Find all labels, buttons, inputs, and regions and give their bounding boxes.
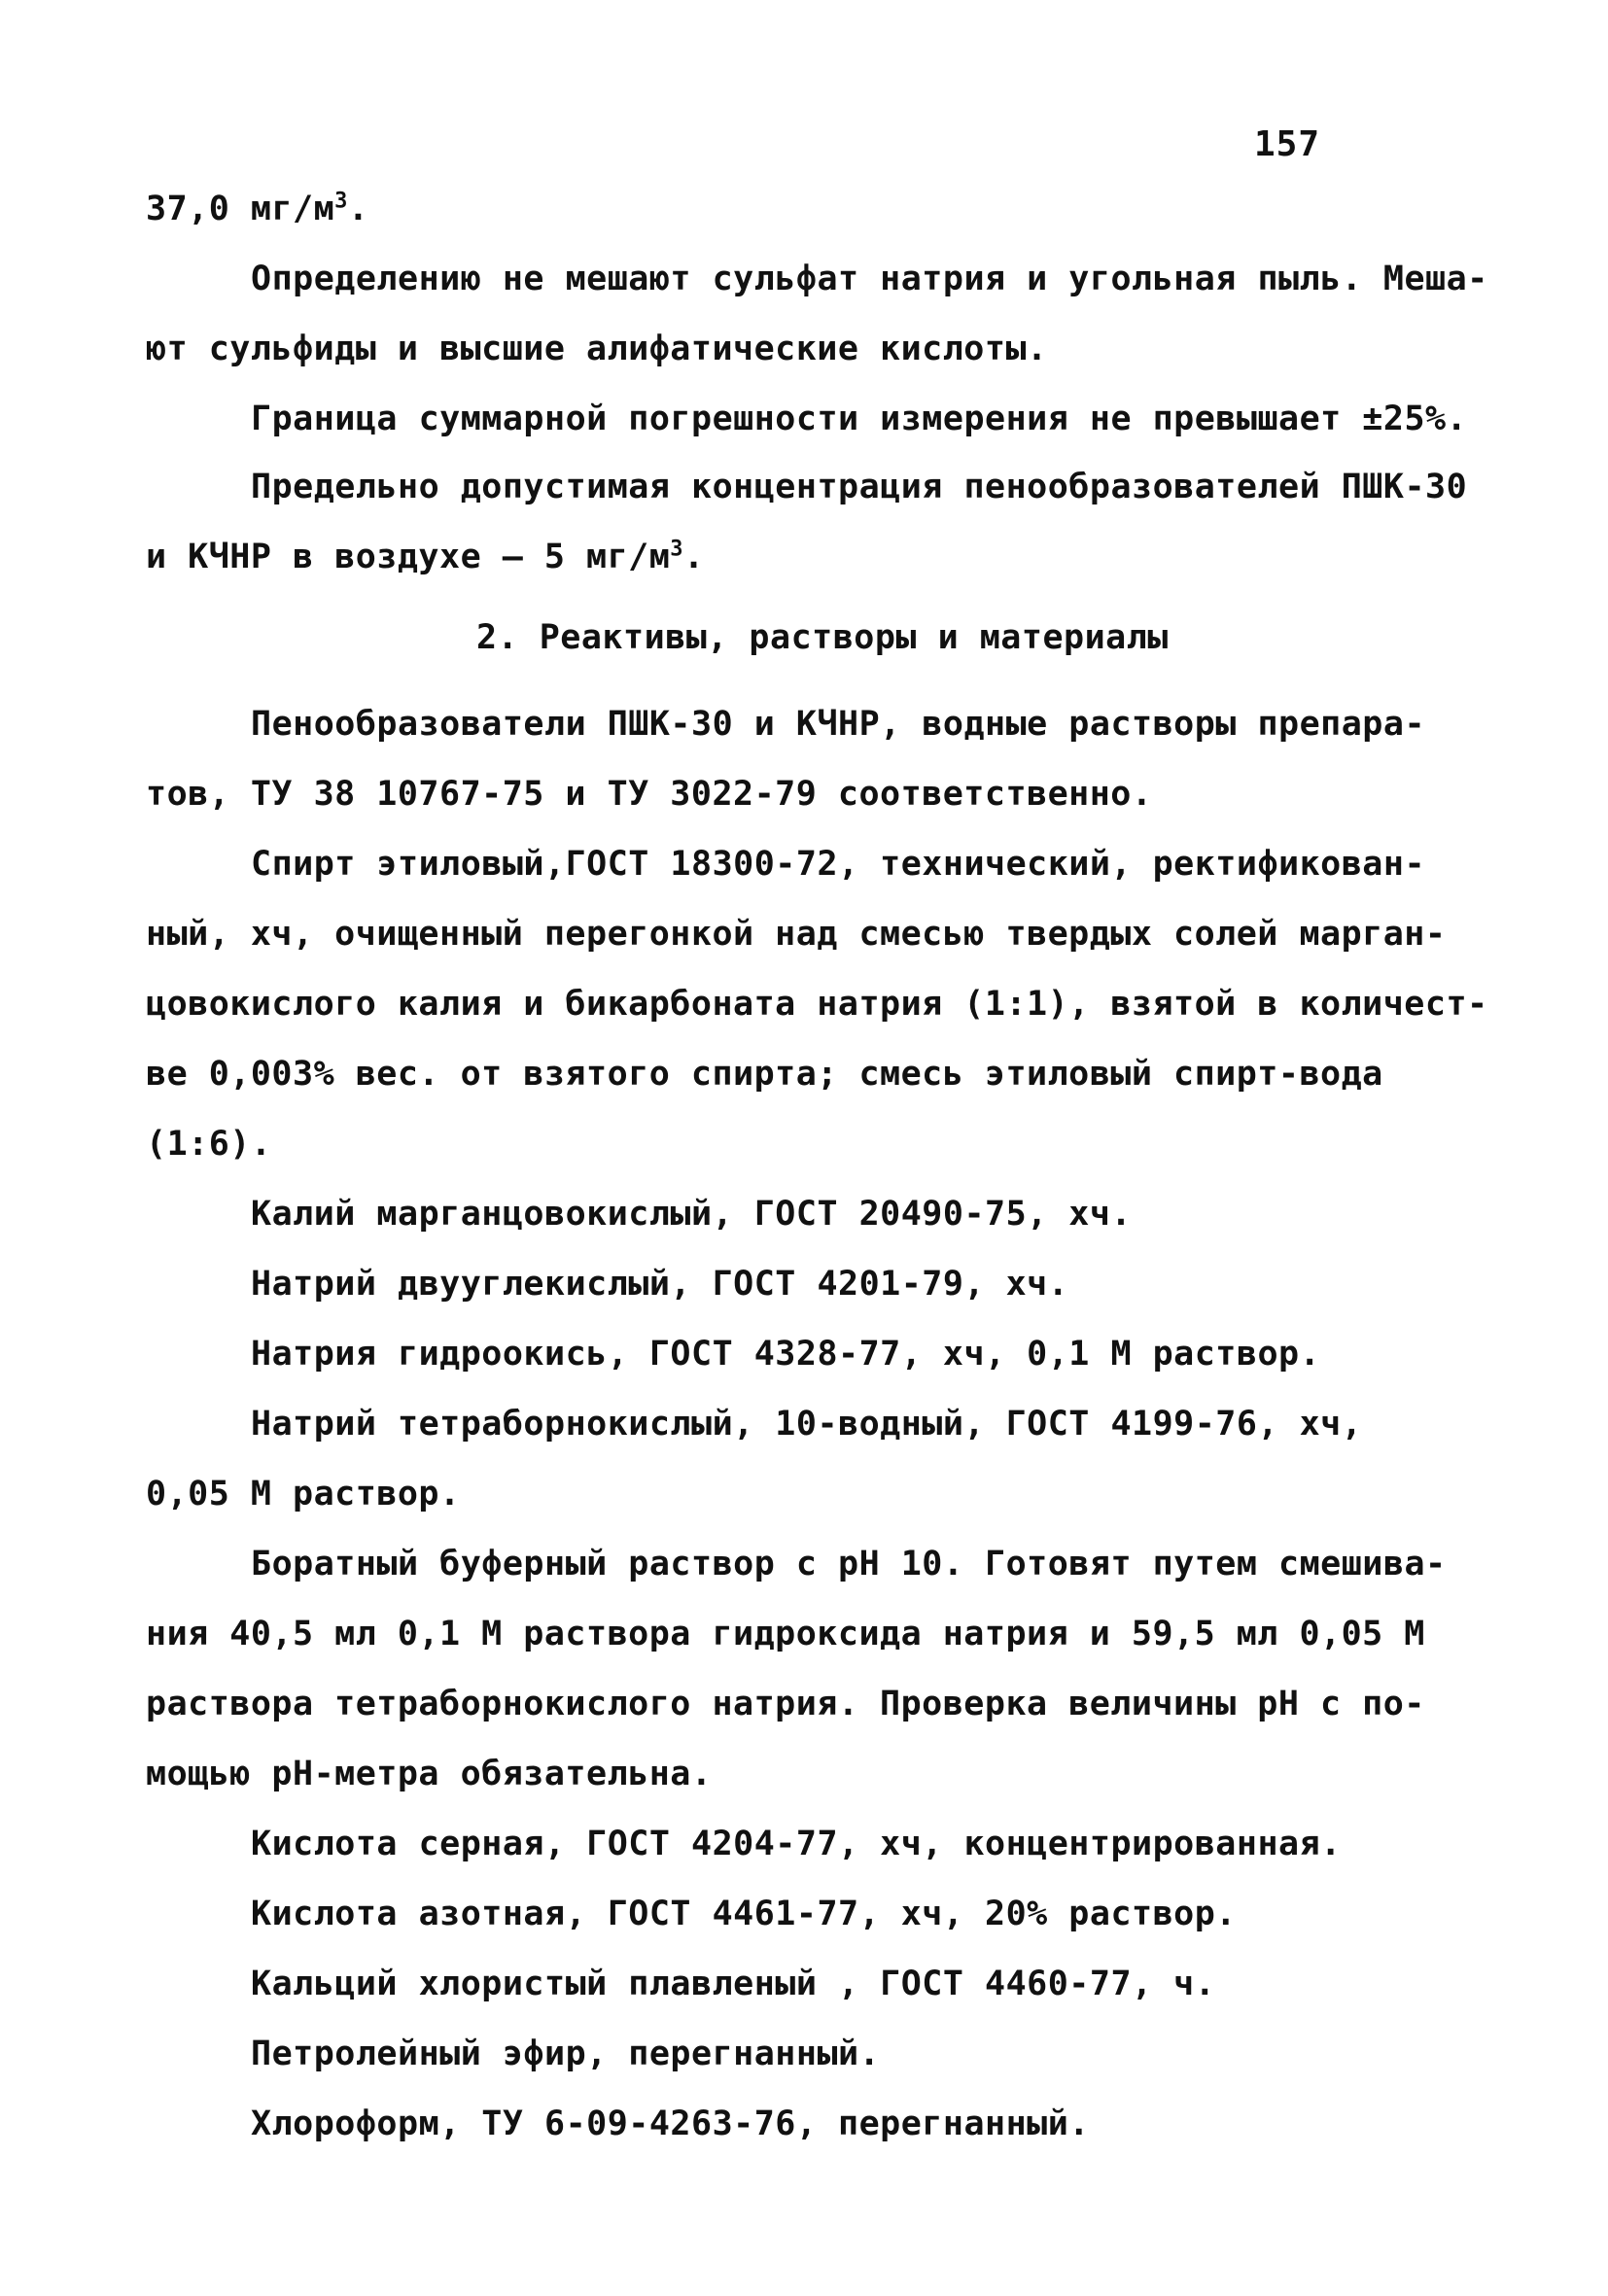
section-heading: 2. Реактивы, растворы и материалы xyxy=(476,618,1169,657)
body-line: 0,05 М раствор. xyxy=(146,1475,461,1513)
body-line: Хлороформ, ТУ 6-09-4263-76, перегнанный. xyxy=(251,2105,1090,2143)
body-line: Кислота азотная, ГОСТ 4461-77, хч, 20% раствор. xyxy=(251,1895,1237,1933)
body-line: ный, хч, очищенный перегонкой над смесью твердых солей марган- xyxy=(146,915,1447,954)
body-line: Кальций хлористый плавленый , ГОСТ 4460-77, ч. xyxy=(251,1965,1216,2003)
body-line: Кислота серная, ГОСТ 4204-77, хч, концентрированная. xyxy=(251,1825,1342,1863)
body-line: Калий марганцовокислый, ГОСТ 20490-75, хч. xyxy=(251,1195,1133,1234)
body-line: раствора тетраборнокислого натрия. Проверка величины pH с по- xyxy=(146,1685,1425,1723)
body-line: мощью pH-метра обязательна. xyxy=(146,1755,713,1793)
text-line-5: Предельно допустимая концентрация пенообразователей ПШК-30 xyxy=(251,468,1468,506)
text-line-4: Граница суммарной погрешности измерения не превышает ±25%. xyxy=(251,400,1468,438)
body-line: тов, ТУ 38 10767-75 и ТУ 3022-79 соответственно. xyxy=(146,775,1153,814)
text-line-1: 37,0 $мг/м^3$. xyxy=(146,189,369,228)
text-line-6: и КЧНР в воздухе – 5 $мг/м^3$. xyxy=(146,537,705,576)
body-line: Пенообразователи ПШК-30 и КЧНР, водные растворы препара- xyxy=(251,705,1426,744)
body-line: Спирт этиловый,ГОСТ 18300-72, технический, ректификован- xyxy=(251,845,1426,884)
body-line: Натрий тетраборнокислый, 10-водный, ГОСТ 4199-76, хч, xyxy=(251,1405,1363,1444)
body-line: Боратный буферный раствор с pH 10. Готовят путем смешива- xyxy=(251,1545,1447,1583)
body-line: ния 40,5 мл 0,1 М раствора гидроксида натрия и 59,5 мл 0,05 М xyxy=(146,1615,1425,1653)
body-line: Натрия гидроокись, ГОСТ 4328-77, хч, 0,1 М раствор. xyxy=(251,1335,1321,1374)
body-line: ве 0,003% вес. от взятого спирта; смесь этиловый спирт-вода xyxy=(146,1055,1383,1094)
body-line: Петролейный эфир, перегнанный. xyxy=(251,2035,881,2073)
page-number: 157 xyxy=(1254,124,1321,164)
body-line: (1:6). xyxy=(146,1125,272,1164)
body-line: цовокислого калия и бикарбоната натрия (1:1), взятой в количест- xyxy=(146,985,1488,1024)
body-line: Натрий двууглекислый, ГОСТ 4201-79, хч. xyxy=(251,1265,1069,1304)
text-line-3: ют сульфиды и высшие алифатические кислоты. xyxy=(146,330,1048,368)
text-line-2: Определению не мешают сульфат натрия и угольная пыль. Меша- xyxy=(251,260,1488,298)
